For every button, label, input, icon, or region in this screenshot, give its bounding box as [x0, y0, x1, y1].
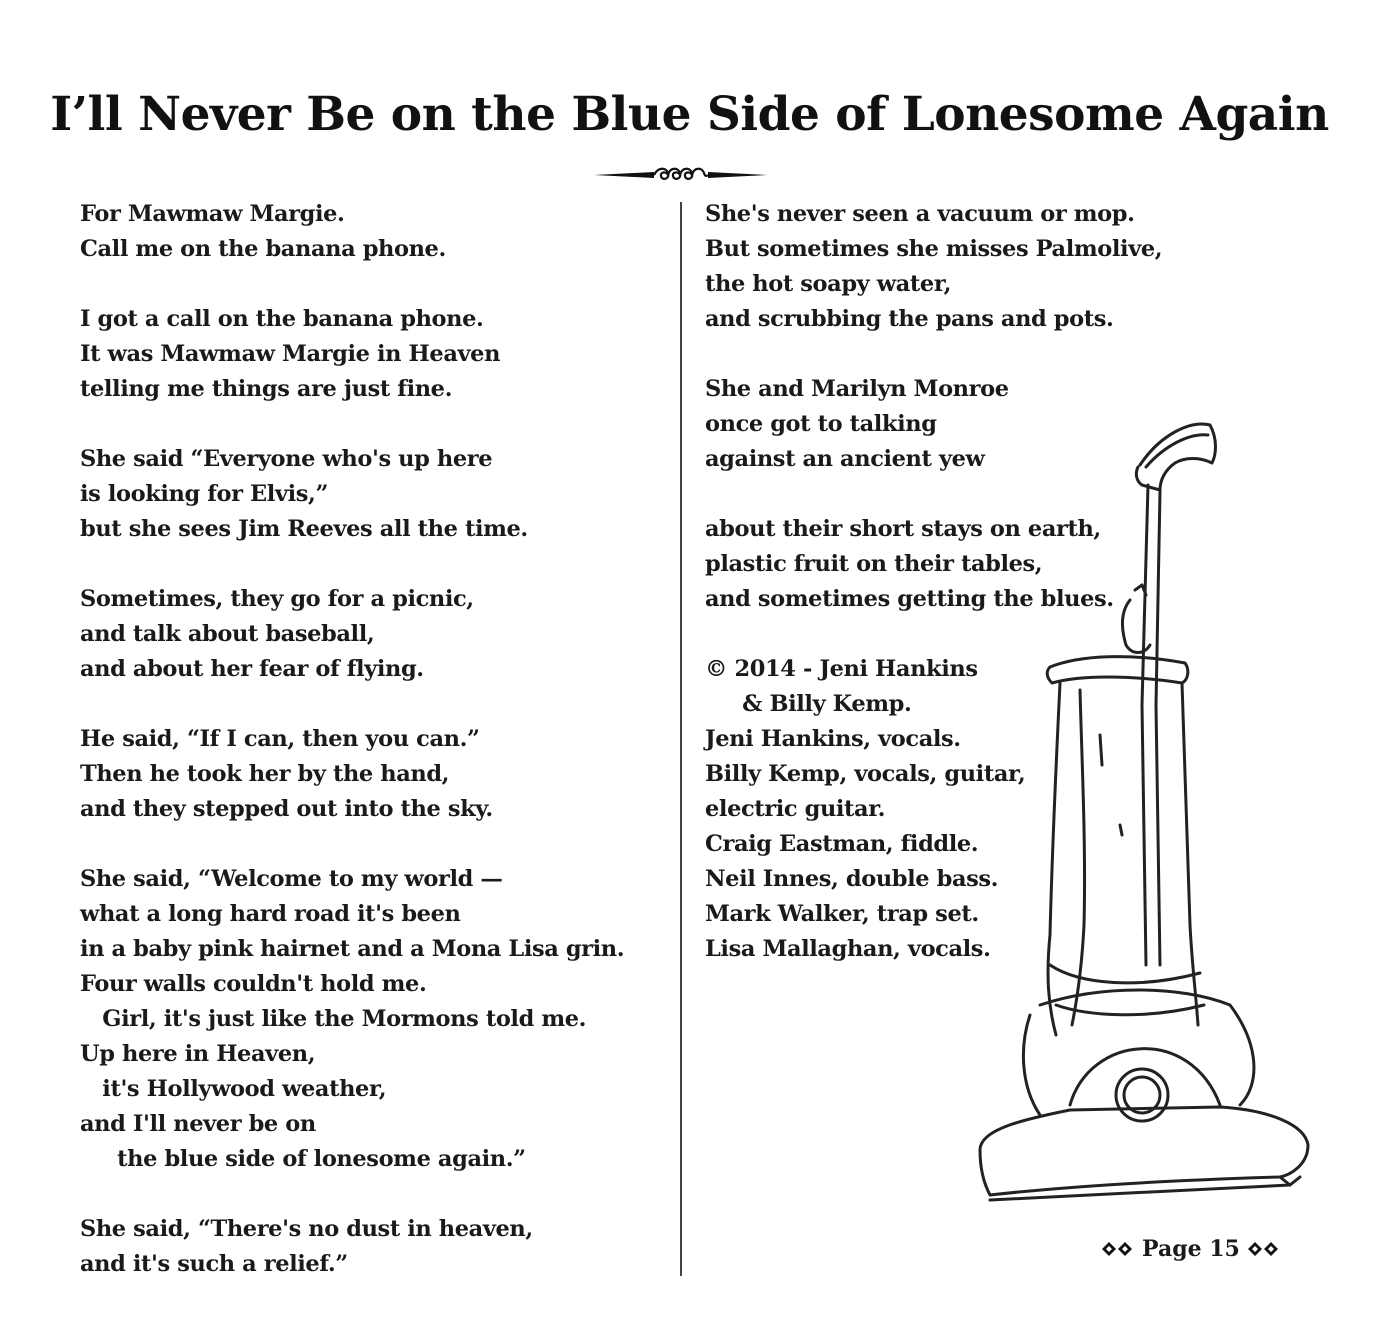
lyric-line: She said, “Welcome to my world —	[80, 866, 503, 892]
lyric-line: He said, “If I can, then you can.”	[80, 726, 480, 752]
page-title: I’ll Never Be on the Blue Side of Lonesome Again	[50, 87, 1329, 142]
lyric-line: Sometimes, they go for a picnic,	[80, 586, 474, 612]
lyrics-left-column	[80, 197, 660, 1282]
lyric-line: But sometimes she misses Palmolive,	[705, 236, 1163, 262]
stanza-break	[705, 337, 1305, 372]
lyric-line: what a long hard road it's been	[80, 901, 461, 927]
vacuum-cleaner-icon	[960, 405, 1320, 1215]
lyric-line: telling me things are just fine.	[80, 376, 453, 402]
lyric-line: plastic fruit on their tables,	[705, 551, 1043, 577]
lyric-line: Call me on the banana phone.	[80, 236, 446, 262]
page-number: Page 15	[1142, 1236, 1240, 1262]
lyric-line: once got to talking	[705, 411, 937, 437]
lyric-line: about their short stays on earth,	[705, 516, 1101, 542]
diamond-ornament-icon	[1100, 1240, 1136, 1258]
lyric-line: but she sees Jim Reeves all the time.	[80, 516, 528, 542]
lyric-line: the hot soapy water,	[705, 271, 952, 297]
lyric-line: it's Hollywood weather,	[80, 1076, 387, 1102]
lyric-line: and it's such a relief.”	[80, 1251, 348, 1277]
lyric-line: Girl, it's just like the Mormons told me.	[80, 1006, 587, 1032]
lyric-line: is looking for Elvis,”	[80, 481, 329, 507]
lyric-line: Four walls couldn't hold me.	[80, 971, 427, 997]
stanza-break	[80, 267, 660, 302]
lyric-line: She and Marilyn Monroe	[705, 376, 1009, 402]
lyric-line: in a baby pink hairnet and a Mona Lisa grin.	[80, 936, 625, 962]
lyric-line: the blue side of lonesome again.”	[80, 1146, 526, 1172]
lyric-line: She said, “There's no dust in heaven,	[80, 1216, 533, 1242]
title-ornament-icon	[592, 163, 770, 187]
stanza-break	[80, 547, 660, 582]
lyric-line: Lisa Mallaghan, vocals.	[705, 936, 991, 962]
lyric-line: Mark Walker, trap set.	[705, 901, 979, 927]
stanza-break	[80, 1177, 660, 1212]
lyric-line: Jeni Hankins, vocals.	[705, 726, 961, 752]
diamond-ornament-icon	[1246, 1240, 1282, 1258]
lyric-line: and scrubbing the pans and pots.	[705, 306, 1114, 332]
lyric-line: against an ancient yew	[705, 446, 985, 472]
lyric-line: & Billy Kemp.	[705, 691, 912, 717]
lyric-line: I got a call on the banana phone.	[80, 306, 484, 332]
lyric-line: She said “Everyone who's up here	[80, 446, 493, 472]
stanza-break	[80, 687, 660, 722]
lyric-line: and sometimes getting the blues.	[705, 586, 1114, 612]
lyric-line: Craig Eastman, fiddle.	[705, 831, 979, 857]
page-footer	[1100, 1236, 1282, 1262]
stanza-break	[80, 407, 660, 442]
lyric-line: electric guitar.	[705, 796, 886, 822]
lyric-line: It was Mawmaw Margie in Heaven	[80, 341, 501, 367]
lyric-line: and I'll never be on	[80, 1111, 316, 1137]
lyric-line: Then he took her by the hand,	[80, 761, 450, 787]
lyric-line: and talk about baseball,	[80, 621, 375, 647]
column-divider	[680, 202, 682, 1276]
lyric-line: Up here in Heaven,	[80, 1041, 316, 1067]
lyric-line: Billy Kemp, vocals, guitar,	[705, 761, 1026, 787]
stanza-break	[80, 827, 660, 862]
lyric-line: and about her fear of flying.	[80, 656, 424, 682]
lyric-line: © 2014 - Jeni Hankins	[705, 656, 978, 682]
lyric-line: She's never seen a vacuum or mop.	[705, 201, 1135, 227]
lyric-line: and they stepped out into the sky.	[80, 796, 493, 822]
lyric-line: Neil Innes, double bass.	[705, 866, 999, 892]
lyric-line: For Mawmaw Margie.	[80, 201, 345, 227]
